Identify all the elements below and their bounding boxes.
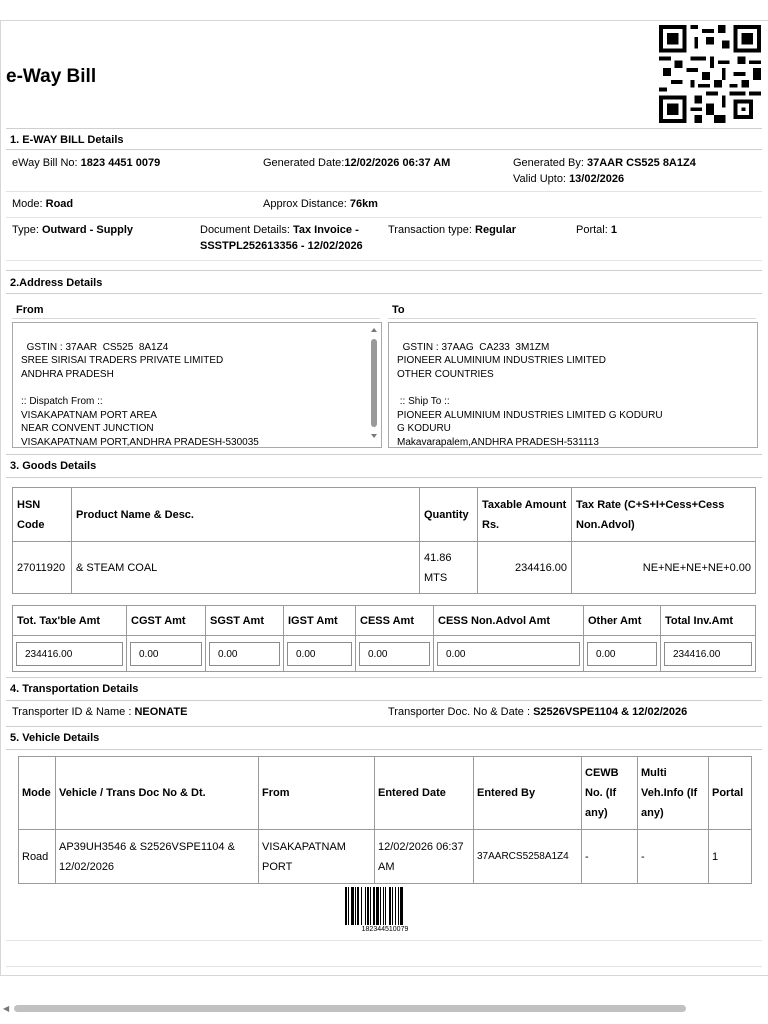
cgst-field[interactable]: 0.00 — [130, 642, 202, 666]
table-row — [13, 542, 756, 594]
amount-header-total: Total Inv.Amt — [661, 606, 756, 636]
amount-cell — [661, 636, 756, 672]
address-from-text: GSTIN : 37AAR CS525 8A1Z4 SREE SIRISAI TRADERS PRIVATE LIMITED ANDHRA PRADESH :: Dispatch From :: VISAKAPATNAM PORT AREA NEAR CONVENT JUNCTION VISAKAPATNAM PORT,ANDHRA PRADESH-530035 — [21, 341, 259, 448]
section-transportation-details: 4. Transportation Details — [6, 677, 762, 701]
valid-upto — [513, 173, 624, 185]
goods-header-hsn: HSN Code — [13, 488, 72, 542]
valid-upto-value: 13/02/2026 — [569, 173, 625, 185]
distance-value: 76km — [349, 198, 378, 210]
goods-header-product: Product Name & Desc. — [72, 488, 420, 542]
document-details-label: Document Details: — [200, 224, 293, 236]
transporter-id-value: NEONATE — [134, 706, 188, 718]
amount-header-other: Other Amt — [584, 606, 661, 636]
amount-cell — [127, 636, 206, 672]
document-details-value: Tax Invoice - — [292, 224, 359, 236]
transporter-doc — [388, 706, 687, 718]
mode-label: Mode: — [12, 198, 46, 210]
vehicle-mode: Road — [19, 830, 56, 884]
goods-header-tax-rate: Tax Rate (C+S+I+Cess+Cess Non.Advol) — [572, 488, 756, 542]
ewb-number-label: eWay Bill No: — [12, 157, 81, 169]
mode-value: Road — [45, 198, 74, 210]
address-to-heading: To — [388, 297, 756, 319]
amount-cell — [584, 636, 661, 672]
vehicle-header-cewb: CEWB No. (If any) — [582, 757, 638, 830]
amount-header-cess-nonadvol: CESS Non.Advol Amt — [434, 606, 584, 636]
vehicle-header-mode: Mode — [19, 757, 56, 830]
amount-header-sgst: SGST Amt — [206, 606, 284, 636]
goods-hsn: 27011920 — [13, 542, 72, 594]
vehicle-from: VISAKAPATNAM PORT — [259, 830, 375, 884]
amount-header-taxable: Tot. Tax'ble Amt — [13, 606, 127, 636]
vehicle-multi-veh: - — [638, 830, 709, 884]
vehicle-header-entered-by: Entered By — [474, 757, 582, 830]
address-from-scrollbar[interactable] — [369, 325, 379, 443]
section-address-details: 2.Address Details — [6, 270, 762, 294]
scroll-left-icon[interactable]: ◀ — [3, 1004, 10, 1013]
igst-field[interactable]: 0.00 — [287, 642, 352, 666]
valid-upto-label: Valid Upto: — [513, 173, 570, 185]
amounts-header-row — [13, 606, 756, 636]
other-amount-field[interactable]: 0.00 — [587, 642, 657, 666]
address-to-box[interactable] — [388, 322, 758, 448]
amounts-table — [12, 605, 756, 672]
generated-date-label: Generated Date: — [263, 157, 345, 169]
address-from-box[interactable] — [12, 322, 382, 448]
divider — [6, 966, 762, 967]
transaction-type-label: Transaction type: — [388, 224, 476, 236]
barcode-number: 182344510079 — [361, 926, 409, 933]
sgst-field[interactable]: 0.00 — [209, 642, 280, 666]
amount-header-cgst: CGST Amt — [127, 606, 206, 636]
total-invoice-field[interactable]: 234416.00 — [664, 642, 752, 666]
qr-code-icon — [658, 25, 762, 123]
divider — [6, 191, 762, 192]
mode — [12, 198, 73, 210]
vehicle-header-doc: Vehicle / Trans Doc No & Dt. — [56, 757, 259, 830]
type-label: Type: — [12, 224, 42, 236]
generated-by-label: Generated By: — [513, 157, 587, 169]
section-vehicle-details: 5. Vehicle Details — [6, 726, 762, 750]
goods-table — [12, 487, 756, 594]
type-value: Outward - Supply — [41, 224, 134, 236]
generated-date — [263, 157, 450, 169]
divider — [6, 260, 762, 261]
goods-tax-rate: NE+NE+NE+NE+0.00 — [572, 542, 756, 594]
vehicle-header-row — [19, 757, 752, 830]
transaction-type — [388, 224, 516, 236]
barcode-icon — [345, 887, 425, 925]
total-taxable-field[interactable]: 234416.00 — [16, 642, 123, 666]
approx-distance — [263, 198, 378, 210]
transporter-doc-value: S2526VSPE1104 & 12/02/2026 — [533, 706, 688, 718]
vehicle-entered-by: 37AARCS5258A1Z4 — [474, 830, 582, 884]
ewb-number-value: 1823 4451 0079 — [80, 157, 161, 169]
transaction-type-value: Regular — [475, 224, 516, 236]
vehicle-header-portal: Portal — [709, 757, 752, 830]
vehicle-header-multi-veh: Multi Veh.Info (If any) — [638, 757, 709, 830]
amount-cell — [356, 636, 434, 672]
portal-label: Portal: — [576, 224, 611, 236]
goods-taxable: 234416.00 — [478, 542, 572, 594]
divider — [6, 940, 762, 941]
amount-cell — [434, 636, 584, 672]
amount-cell — [206, 636, 284, 672]
amount-cell — [284, 636, 356, 672]
page-title: e-Way Bill — [6, 66, 97, 87]
goods-header-taxable: Taxable Amount Rs. — [478, 488, 572, 542]
type — [12, 224, 133, 236]
goods-header-row — [13, 488, 756, 542]
document-details-value-2: SSSTPL252613356 - 12/02/2026 — [200, 240, 363, 252]
goods-header-quantity: Quantity — [420, 488, 478, 542]
address-to-text: GSTIN : 37AAG CA233 3M1ZM PIONEER ALUMINIUM INDUSTRIES LIMITED OTHER COUNTRIES :: Ship To :: PIONEER ALUMINIUM INDUSTRIES LIMITED G KODURU G KODURU Makavarapalem,ANDHRA PRADESH-531113 — [397, 341, 663, 448]
document-details — [200, 224, 359, 236]
address-from-heading: From — [12, 297, 380, 319]
amount-cell — [13, 636, 127, 672]
distance-label: Approx Distance: — [263, 198, 350, 210]
cess-field[interactable]: 0.00 — [359, 642, 430, 666]
portal-value: 1 — [610, 224, 617, 236]
goods-product: & STEAM COAL — [72, 542, 420, 594]
ewb-number — [12, 157, 160, 169]
vehicle-cewb: - — [582, 830, 638, 884]
amount-header-cess: CESS Amt — [356, 606, 434, 636]
transporter-id — [12, 706, 187, 718]
horizontal-scrollbar-thumb[interactable] — [14, 1005, 686, 1012]
cess-nonadvol-field[interactable]: 0.00 — [437, 642, 580, 666]
table-row — [13, 636, 756, 672]
generated-by — [513, 157, 696, 169]
section-ewb-details: 1. E-WAY BILL Details — [6, 128, 762, 150]
generated-by-value: 37AAR CS525 8A1Z4 — [587, 157, 696, 169]
table-row — [19, 830, 752, 884]
vehicle-header-entered-date: Entered Date — [375, 757, 474, 830]
transporter-id-label: Transporter ID & Name : — [12, 706, 135, 718]
vehicle-portal: 1 — [709, 830, 752, 884]
section-goods-details: 3. Goods Details — [6, 454, 762, 478]
vehicle-header-from: From — [259, 757, 375, 830]
generated-date-value: 12/02/2026 06:37 AM — [344, 157, 451, 169]
goods-quantity: 41.86 MTS — [420, 542, 478, 594]
amount-header-igst: IGST Amt — [284, 606, 356, 636]
vehicle-table — [18, 756, 752, 884]
vehicle-doc: AP39UH3546 & S2526VSPE1104 & 12/02/2026 — [56, 830, 259, 884]
transporter-doc-label: Transporter Doc. No & Date : — [388, 706, 534, 718]
vehicle-entered-date: 12/02/2026 06:37 AM — [375, 830, 474, 884]
divider — [6, 217, 762, 218]
document-details-line2 — [200, 240, 363, 252]
portal — [576, 224, 617, 236]
